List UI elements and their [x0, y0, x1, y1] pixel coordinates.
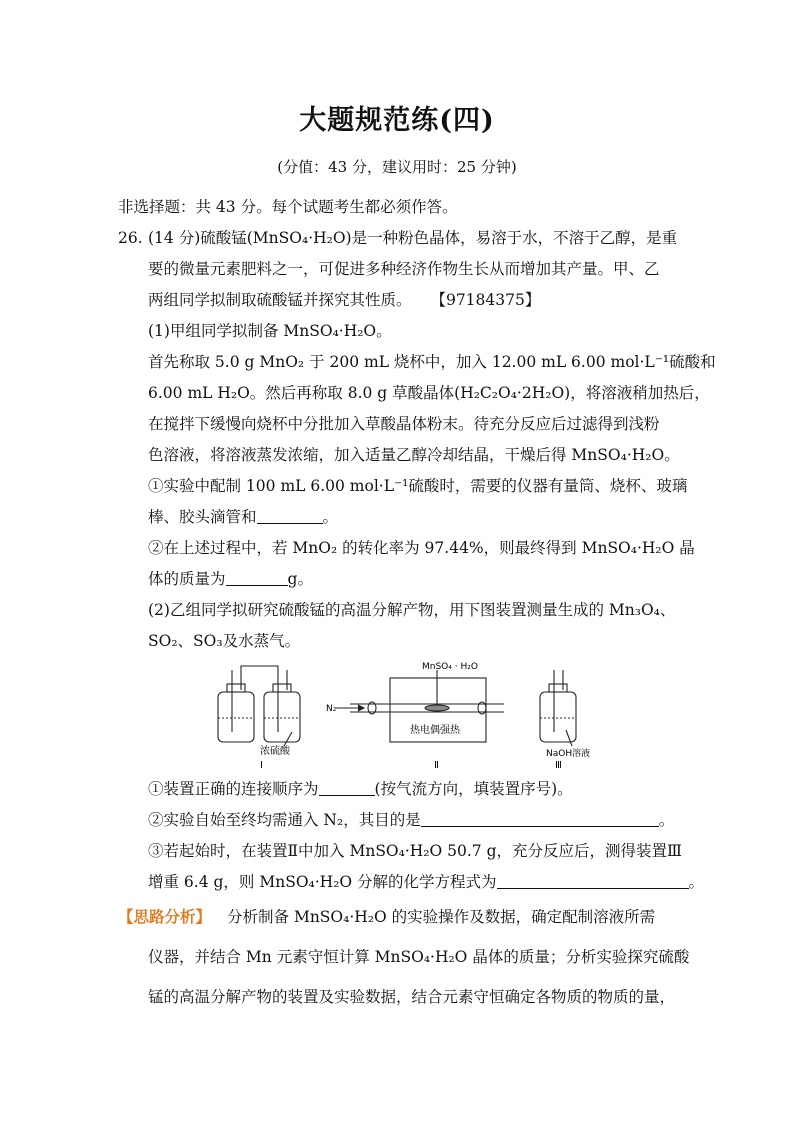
naoh-label: NaOH溶液 — [546, 749, 591, 759]
subq3-text: ①装置正确的连接顺序为 — [148, 780, 319, 798]
apparatus-figure — [200, 660, 600, 770]
apparatus-diagram — [200, 660, 600, 770]
subq1-text: 棒、胶头滴管和 — [148, 508, 257, 526]
subq5-line-2 — [148, 871, 704, 893]
label-I: Ⅰ — [260, 760, 263, 770]
answer-blank-5[interactable] — [497, 872, 689, 889]
question-id: 【97184375】 — [430, 291, 541, 309]
acid-label: 浓硫酸 — [260, 746, 290, 757]
subq4-end: 。 — [658, 811, 675, 829]
question-score: (14 分) — [148, 229, 201, 247]
part1-line-4: 色溶液，将溶液蒸发浓缩，加入适量乙醇冷却结晶，干燥后得 MnSO₄·H₂O。 — [148, 446, 680, 464]
subq5-end: 。 — [688, 873, 705, 891]
analysis-line-3: 锰的高温分解产物的装置及实验数据，结合元素守恒确定各物质的物质的量， — [148, 988, 676, 1006]
wash-bottle-1 — [218, 670, 254, 742]
question-stem-text-3: 两组同学拟制取硫酸锰并探究其性质。 — [148, 291, 412, 309]
part1-line-2: 6.00 mL H₂O。然后再称取 8.0 g 草酸晶体(H₂C₂O₄·2H₂O)，将溶液稍加热后， — [148, 384, 710, 402]
question-stem-line-2: 要的微量元素肥料之一，可促进多种经济作物生长从而增加其产量。甲、乙 — [148, 260, 660, 278]
answer-blank-3[interactable] — [319, 779, 375, 796]
subq2-end: g。 — [287, 570, 313, 588]
connecting-tube — [241, 666, 278, 670]
question-number: 26. — [118, 229, 143, 247]
label-II: Ⅱ — [434, 760, 439, 770]
subq4-text: ②实验自始至终均需通入 N₂，其目的是 — [148, 811, 421, 829]
question-stem-line-3 — [148, 289, 540, 311]
part1-line-3: 在搅拌下缓慢向烧杯中分批加入草酸晶体粉末。待充分反应后过滤得到浅粉 — [148, 415, 660, 433]
part1-heading: (1)甲组同学拟制备 MnSO₄·H₂O。 — [148, 322, 392, 340]
analysis-text-1: 分析制备 MnSO₄·H₂O 的实验操作及数据，确定配制溶液所需 — [227, 908, 656, 926]
answer-blank-1[interactable] — [257, 507, 323, 524]
section-intro: 非选择题：共 43 分。每个试题考生都必须作答。 — [118, 198, 458, 216]
sample-label: MnSO₄ · H₂O — [422, 662, 478, 672]
answer-blank-2[interactable] — [226, 569, 288, 586]
part2-line-2: SO₂、SO₃及水蒸气。 — [148, 632, 301, 650]
naoh-bottle — [540, 670, 576, 746]
time-score-note: (分值：43 分，建议用时：25 分钟) — [277, 158, 517, 176]
wash-bottle-2 — [264, 670, 300, 742]
question-stem-line-1 — [148, 227, 677, 249]
subq1-line-2 — [148, 506, 338, 528]
subq5-text: 增重 6.4 g，则 MnSO₄·H₂O 分解的化学方程式为 — [148, 873, 497, 891]
subq4-line — [148, 809, 674, 831]
answer-blank-4[interactable] — [421, 810, 659, 827]
analysis-line-2: 仪器，并结合 Mn 元素守恒计算 MnSO₄·H₂O 晶体的质量；分析实验探究硫酸 — [148, 948, 690, 966]
subq2-line-2 — [148, 568, 313, 590]
analysis-line-1 — [118, 906, 655, 928]
subq3-end: (按气流方向，填装置序号)。 — [374, 780, 573, 798]
page-title: 大题规范练(四) — [299, 105, 495, 136]
subq1-line-1: ①实验中配制 100 mL 6.00 mol·L⁻¹硫酸时，需要的仪器有量筒、烧杯、玻璃 — [148, 477, 688, 495]
subq3-line — [148, 778, 573, 800]
subq2-text: 体的质量为 — [148, 570, 226, 588]
subq1-end: 。 — [322, 508, 339, 526]
subq5-line-1: ③若起始时，在装置Ⅱ中加入 MnSO₄·H₂O 50.7 g，充分反应后，测得装置Ⅲ — [148, 842, 682, 860]
analysis-tag: 【思路分析】 — [118, 907, 212, 926]
question-stem-text: 硫酸锰(MnSO₄·H₂O)是一种粉色晶体，易溶于水，不溶于乙醇，是重 — [200, 229, 678, 247]
n2-label: N₂ — [326, 704, 337, 714]
heater-label: 热电偶强热 — [410, 725, 460, 736]
part2-line-1: (2)乙组同学拟研究硫酸锰的高温分解产物，用下图装置测量生成的 Mn₃O₄、 — [148, 601, 676, 619]
part1-line-1: 首先称取 5.0 g MnO₂ 于 200 mL 烧杯中，加入 12.00 mL 6.00 mol·L⁻¹硫酸和 — [148, 353, 716, 371]
label-III: Ⅲ — [555, 760, 562, 770]
subq2-line-1: ②在上述过程中，若 MnO₂ 的转化率为 97.44%，则最终得到 MnSO₄·H₂O 晶 — [148, 539, 695, 557]
